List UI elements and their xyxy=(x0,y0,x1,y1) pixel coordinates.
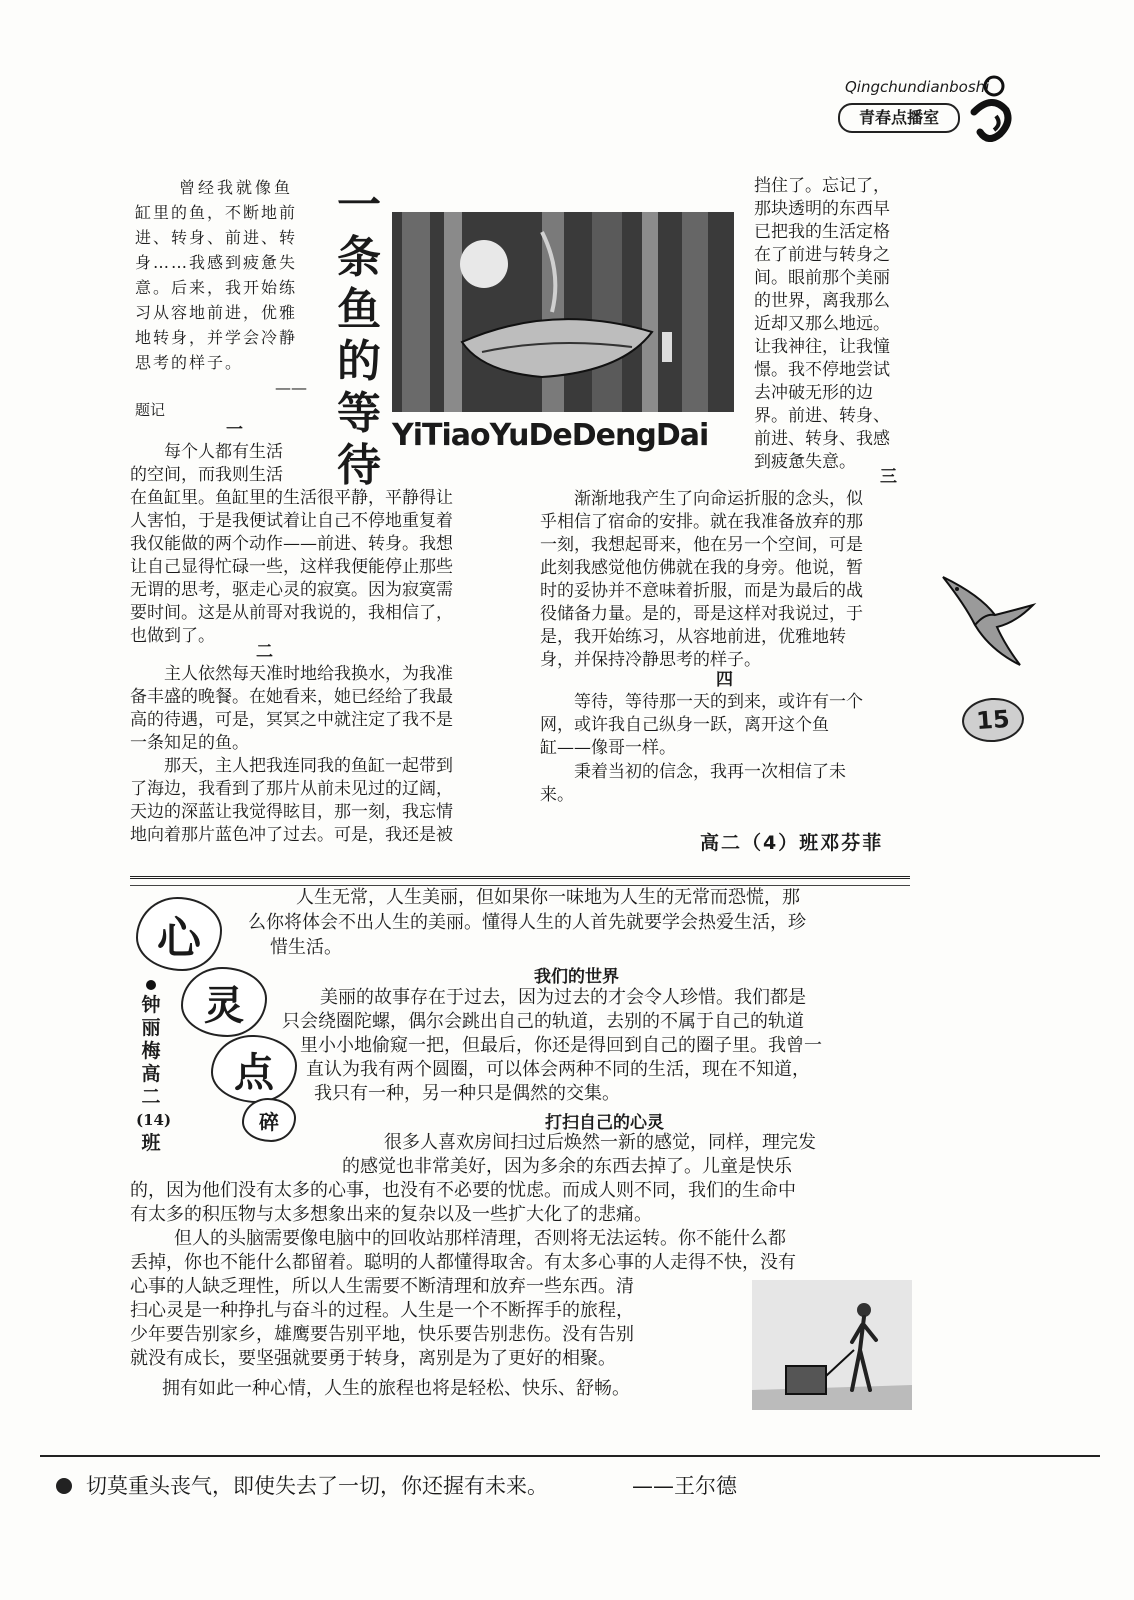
author-char: 二 xyxy=(141,1086,161,1108)
text-line: 无谓的思考，驱走心灵的寂寞。因为寂寞需 xyxy=(130,580,453,600)
title-char: 的 xyxy=(337,336,381,387)
text-line: 地向着那片蓝色冲了过去。可是，我还是被 xyxy=(130,825,453,845)
text-line: 的感觉也非常美好，因为多余的东西去掉了。儿童是快乐 xyxy=(342,1156,792,1177)
text-line: 只会绕圈陀螺，偶尔会跳出自己的轨道，去别的不属于自己的轨道 xyxy=(282,1011,804,1032)
text-line: 备丰盛的晚餐。在她看来，她已经给了我最 xyxy=(130,687,453,707)
title-pinyin: YiTiaoYuDeDengDai xyxy=(392,418,709,453)
text-line: 等待，等待那一天的到来，或许有一个 xyxy=(574,692,863,712)
text-line: 我只有一种，另一种只是偶然的交集。 xyxy=(314,1083,620,1104)
text-line: 已把我的生活定格 xyxy=(754,222,890,242)
text-line: 让自己显得忙碌一些，这样我便能停止那些 xyxy=(130,557,453,577)
text-line: 扫心灵是一种挣扎与奋斗的过程。人生是一个不断挥手的旅程， xyxy=(130,1300,634,1321)
author-char: 丽 xyxy=(141,1017,161,1039)
text-line: 到疲惫失意。 xyxy=(754,452,856,472)
footer-attribution: ——王尔德 xyxy=(632,1474,737,1498)
text-line: 要时间。这是从前哥对我说的，我相信了， xyxy=(130,603,453,623)
title-char: 一 xyxy=(337,180,381,231)
intro-line: 意。后来，我开始练 xyxy=(135,278,298,297)
text-line: 间。眼前那个美丽 xyxy=(754,268,890,288)
text-line: 了海边，我看到了那片从前未见过的辽阔， xyxy=(130,779,453,799)
text-line: 近却又那么地远。 xyxy=(754,314,890,334)
section-divider xyxy=(130,876,910,886)
author-char: (14) xyxy=(136,1111,172,1129)
intro-label: 题记 xyxy=(135,401,166,419)
author-char: 高 xyxy=(141,1063,161,1085)
section-heading: 一 xyxy=(226,420,243,440)
bird-illustration xyxy=(935,565,1040,675)
text-line: 美丽的故事存在于过去，因为过去的才会令人珍惜。我们都是 xyxy=(320,987,806,1008)
text-line: 直认为我有两个圆圈，可以体会两种不同的生活，现在不知道， xyxy=(306,1059,810,1080)
text-line: 那天，主人把我连同我的鱼缸一起带到 xyxy=(164,756,453,776)
fish-tank-illustration xyxy=(392,212,734,412)
text-line: 里小小地偷窥一把，但最后，你还是得回到自己的圈子里。我曾一 xyxy=(300,1035,822,1056)
bullet-icon xyxy=(146,980,156,990)
text-line: 的，因为他们没有太多的心事，也没有不必要的忧虑。而成人则不同，我们的生命中 xyxy=(130,1180,796,1201)
text-line: 拥有如此一种心情，人生的旅程也将是轻松、快乐、舒畅。 xyxy=(162,1378,630,1399)
text-line: 是，我开始练习，从容地前进，优雅地转 xyxy=(540,627,846,647)
section-heading: 四 xyxy=(716,670,733,690)
text-line: 高的待遇，可是，冥冥之中就注定了我不是 xyxy=(130,710,453,730)
title-bubble-2: 灵 xyxy=(181,967,267,1037)
text-line: 挡住了。忘记了， xyxy=(754,176,890,196)
intro-dash: —— xyxy=(275,378,307,397)
text-line: 的世界，离我那么 xyxy=(754,291,890,311)
text-line: 一条知足的鱼。 xyxy=(130,733,249,753)
intro-line: 身……我感到疲惫失 xyxy=(135,253,298,272)
text-line: 在了前进与转身之 xyxy=(754,245,890,265)
title-char: 待 xyxy=(337,440,381,491)
article1-title xyxy=(337,180,389,492)
header-pinyin: Qingchundianboshi xyxy=(845,78,990,96)
author-char: 梅 xyxy=(141,1040,161,1062)
intro-line: 习从容地前进，优雅 xyxy=(135,303,298,322)
text-line: 天边的深蓝让我觉得眩目，那一刻，我忘情 xyxy=(130,802,453,822)
footer-quote: 切莫重头丧气，即使失去了一切，你还握有未来。 xyxy=(86,1474,548,1498)
title-char: 等 xyxy=(337,388,381,439)
text-line: 很多人喜欢房间扫过后焕然一新的感觉，同样，理完发 xyxy=(384,1132,816,1153)
title-bubble-4: 碎 xyxy=(242,1098,296,1142)
text-line: 我仅能做的两个动作——前进、转身。我想 xyxy=(130,534,453,554)
intro-line: 地转身，并学会冷静 xyxy=(135,328,298,347)
text-line: 身，并保持冷静思考的样子。 xyxy=(540,650,761,670)
intro-line: 思考的样子。 xyxy=(135,353,244,372)
text-line: 那块透明的东西早 xyxy=(754,199,890,219)
text-line: 来。 xyxy=(540,785,574,805)
page-number-badge: 15 xyxy=(961,696,1026,744)
footer-divider xyxy=(40,1455,1100,1457)
article2-author xyxy=(136,980,172,1155)
intro-line: 缸里的鱼，不断地前 xyxy=(135,203,298,222)
text-line: 时的妥协并不意味着折服，而是为最后的战 xyxy=(540,581,863,601)
text-line: 有太多的积压物与太多想象出来的复杂以及一些扩大化了的悲痛。 xyxy=(130,1204,652,1225)
traveler-illustration xyxy=(752,1280,912,1410)
title-char: 条 xyxy=(337,232,381,283)
title-bubble-3: 点 xyxy=(211,1035,297,1103)
text-line: 人生无常，人生美丽，但如果你一味地为人生的无常而恐慌，那 xyxy=(296,887,800,908)
text-line: 主人依然每天准时地给我换水，为我准 xyxy=(164,664,453,684)
text-line: 渐渐地我产生了向命运折服的念头，似 xyxy=(574,489,863,509)
text-line: 一刻，我想起哥来，他在另一个空间，可是 xyxy=(540,535,863,555)
text-line: 也做到了。 xyxy=(130,626,215,646)
intro-line: 进、转身、前进、转 xyxy=(135,228,298,247)
title-char: 鱼 xyxy=(337,284,381,335)
text-line: 网，或许我自己纵身一跃，离开这个鱼 xyxy=(540,715,829,735)
author-char: 班 xyxy=(141,1132,161,1154)
section-heading: 二 xyxy=(256,642,273,662)
text-line: 么你将体会不出人生的美丽。懂得人生的人首先就要学会热爱生活，珍 xyxy=(248,912,806,933)
text-line: 让我神往，让我憧 xyxy=(754,337,890,357)
text-line: 前进、转身、我感 xyxy=(754,429,890,449)
article1-author: 高二（4）班邓芬菲 xyxy=(700,832,884,854)
text-line: 的空间，而我则生活 xyxy=(130,465,283,485)
text-line: 秉着当初的信念，我再一次相信了未 xyxy=(574,762,846,782)
text-line: 心事的人缺乏理性，所以人生需要不断清理和放弃一些东西。清 xyxy=(130,1276,634,1297)
text-line: 少年要告别家乡，雄鹰要告别平地，快乐要告别悲伤。没有告别 xyxy=(130,1324,634,1345)
text-line: 此刻我感觉他仿佛就在我的身旁。他说，暂 xyxy=(540,558,863,578)
text-line: 丢掉，你也不能什么都留着。聪明的人都懂得取舍。有太多心事的人走得不快，没有 xyxy=(130,1252,796,1273)
section-heading: 三 xyxy=(880,467,897,487)
title-bubble-1: 心 xyxy=(136,897,222,971)
column-name-badge: 青春点播室 xyxy=(838,103,960,133)
text-line: 缸——像哥一样。 xyxy=(540,738,676,758)
text-line: 就没有成长，要坚强就要勇于转身，离别是为了更好的相聚。 xyxy=(130,1348,616,1369)
text-line: 界。前进、转身、 xyxy=(754,406,890,426)
quote-bullet-icon xyxy=(56,1478,72,1494)
intro-line: 曾经我就像鱼 xyxy=(179,178,294,197)
text-line: 但人的头脑需要像电脑中的回收站那样清理，否则将无法运转。你不能什么都 xyxy=(174,1228,786,1249)
text-line: 去冲破无形的边 xyxy=(754,383,873,403)
text-line: 乎相信了宿命的安排。就在我准备放弃的那 xyxy=(540,512,863,532)
text-line: 憬。我不停地尝试 xyxy=(754,360,890,380)
text-line: 惜生活。 xyxy=(270,937,342,958)
text-line: 在鱼缸里。鱼缸里的生活很平静，平静得让 xyxy=(130,488,453,508)
text-line: 役储备力量。是的，哥是这样对我说过，于 xyxy=(540,604,863,624)
text-line: 每个人都有生活 xyxy=(164,442,283,462)
text-line: 人害怕，于是我便试着让自己不停地重复着 xyxy=(130,511,453,531)
subheading-our-world: 我们的世界 xyxy=(534,967,619,987)
subheading-clean-heart: 打扫自己的心灵 xyxy=(545,1113,664,1133)
author-char: 钟 xyxy=(141,994,161,1016)
column-logo-icon xyxy=(966,72,1018,150)
